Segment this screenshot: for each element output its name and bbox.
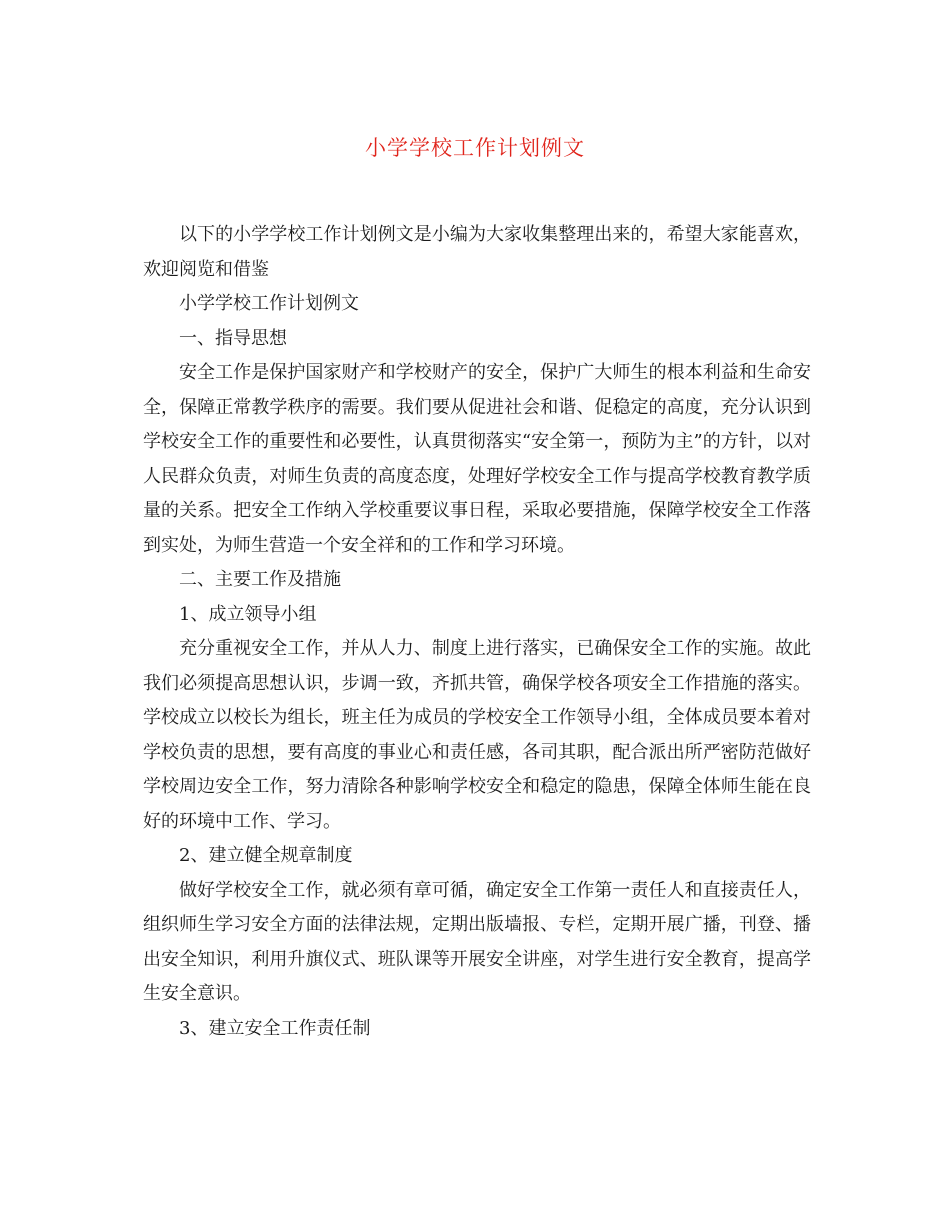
paragraph-intro: 以下的小学学校工作计划例文是小编为大家收集整理出来的，希望大家能喜欢，欢迎阅览和借鉴 (143, 224, 811, 280)
paragraph-rules-system: 做好学校安全工作，就必须有章可循，确定安全工作第一责任人和直接责任人，组织师生学习安全方面的法律法规，定期出版墙报、专栏，定期开展广播，刊登、播出安全知识，利用升旗仪式、班队课等开展安全讲座，对学生进行安全教育，提高学生安全意识。 (143, 879, 811, 1004)
heading-guiding-thought: 一、指导思想 (179, 327, 287, 349)
page-title: 小学学校工作计划例文 (365, 136, 585, 160)
paragraph-leadership-group: 充分重视安全工作，并从人力、制度上进行落实，已确保安全工作的实施。故此我们必须提高思想认识，步调一致，齐抓共管，确保学校各项安全工作措施的落实。学校成立以校长为组长，班主任为成员的学校安全工作领导小组，全体成员要本着对学校负责的思想，要有高度的事业心和责任感，各司其职，配合派出所严密防范做好学校周边安全工作，努力清除各种影响学校安全和稳定的隐患，保障全体师生能在良好的环境中工作、学习。 (143, 638, 811, 832)
heading-rules-system: 2、建立健全规章制度 (179, 845, 353, 866)
document-body (143, 218, 811, 1046)
paragraph-guiding-thought: 安全工作是保护国家财产和学校财产的安全，保护广大师生的根本利益和生命安全，保障正常教学秩序的需要。我们要从促进社会和谐、促稳定的高度，充分认识到学校安全工作的重要性和必要性，认真贯彻落实“安全第一，预防为主”的方针，以对人民群众负责，对师生负责的高度态度，处理好学校安全工作与提高学校教育教学质量的关系。把安全工作纳入学校重要议事日程，采取必要措施，保障学校安全工作落到实处，为师生营造一个安全祥和的工作和学习环境。 (143, 362, 811, 556)
heading-main-work: 二、主要工作及措施 (179, 569, 341, 590)
heading-leadership-group: 1、成立领导小组 (179, 603, 317, 625)
heading-responsibility-system: 3、建立安全工作责任制 (179, 1017, 371, 1039)
paragraph-subtitle: 小学学校工作计划例文 (179, 293, 359, 314)
